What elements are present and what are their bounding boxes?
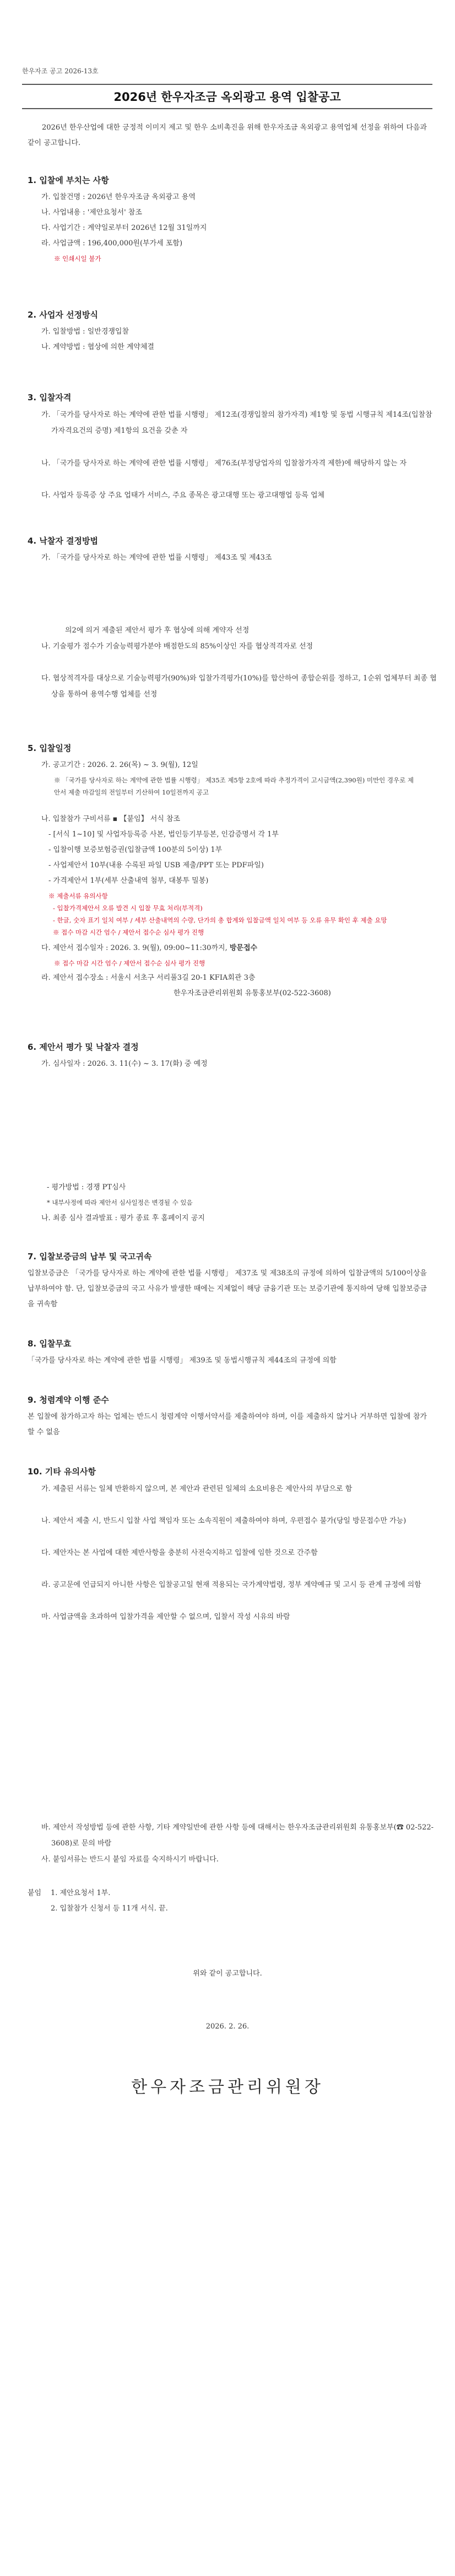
page-title: 2026년 한우자조금 옥외광고 용역 입찰공고 xyxy=(113,90,341,104)
s5-caution-2: - 한글, 숫자 표기 일치 여부 / 세부 산출내역의 수량, 단가의 총 합계와 입찰금액 일치 여부 등 오류 유무 확인 후 제출 요망 xyxy=(53,916,387,924)
s5-doc-1: - [서식 1~10] 및 사업자등록증 사본, 법인등기부등본, 인감증명서 각 1부 xyxy=(48,830,279,839)
s5-doc-2: - 입찰이행 보증보험증권(입찰금액 100분의 5이상) 1부 xyxy=(48,846,223,854)
s5-deadline-warning: ※ 접수 마감 시간 엄수 / 제안서 접수순 심사 평가 진행 xyxy=(54,959,205,967)
s5-item-b: 나. 입찰참가 구비서류 ▪ 【붙임】 서식 참조 xyxy=(41,815,181,823)
s5-c-strict: 방문접수 xyxy=(229,944,258,952)
s4-item-a-cont: 의2에 의거 제출된 제안서 평가 후 협상에 의해 계약자 선정 xyxy=(65,626,250,635)
section-6-heading: 6. 제안서 평가 및 낙찰자 결정 xyxy=(28,1042,139,1052)
attachments-label: 붙임 xyxy=(28,1889,42,1897)
s5-doc-4: - 가격제안서 1부(세부 산출내역 첨부, 대봉투 밀봉) xyxy=(48,877,209,885)
s10-item-f: 바. 제안서 작성방법 등에 관한 사항, 기타 계약일반에 관한 사항 등에 대해서는 한우자조금관리위원회 유통홍보부(☎ 02-522-3608)로 문의 바람 xyxy=(41,1823,434,1848)
closing-date: 2026. 2. 26. xyxy=(205,2022,250,2031)
s4-item-b: 나. 기술평가 점수가 기술능력평가분야 배점한도의 85%이상인 자를 협상적격자로 선정 xyxy=(41,642,313,651)
s10-item-b: 나. 제안서 제출 시, 반드시 입찰 사업 책임자 또는 소속직원이 제출하여야 하며, 우편접수 불가(당일 방문접수만 가능) xyxy=(41,1517,407,1525)
section-9-heading: 9. 청렴계약 이행 준수 xyxy=(28,1395,109,1405)
section-4-heading: 4. 낙찰자 결정방법 xyxy=(28,536,99,546)
s3-item-a: 가. 「국가를 당사자로 하는 계약에 관한 법률 시행령」 제12조(경쟁입찰의 참가자격) 제1항 및 동법 시행규칙 제14조(입찰참가자격요건의 증명) 제1항의 요건을 갖춘 자 xyxy=(41,411,432,435)
s8-body: 「국가를 당사자로 하는 계약에 관한 법률 시행령」 제39조 및 동법시행규칙 제44조의 규정에 의함 xyxy=(28,1356,337,1365)
s1-vat-note: ※ 인쇄시일 불가 xyxy=(54,255,101,262)
s10-item-d: 라. 공고문에 언급되지 아니한 사항은 입찰공고일 현재 적용되는 국가계약법령, 정부 계약예규 및 고시 등 관계 규정에 의함 xyxy=(41,1581,421,1589)
s7-body: 입찰보증금은 「국가를 당사자로 하는 계약에 관한 법률 시행령」 제37조 및 제38조의 규정에 의하여 입찰금액의 5/100이상을 납부하여야 함. 단, 입찰보증금의 국고 사유가 발생한 때에는 지체없이 해당 금융기관 또는 보증기관에 통지하여 당해 입찰보증금을 귀속함 xyxy=(28,1269,427,1308)
section-8-heading: 8. 입찰무효 xyxy=(28,1339,72,1349)
s5-doc-3: - 사업제안서 10부(내용 수록된 파일 USB 제출/PPT 또는 PDF파일) xyxy=(48,861,264,870)
s10-item-c: 다. 제안자는 본 사업에 대한 제반사항을 충분히 사전숙지하고 입찰에 임한 것으로 간주함 xyxy=(41,1549,318,1557)
attachment-2: 2. 입찰참가 신청서 등 11개 서식. 끝. xyxy=(51,1904,168,1913)
s5-caution-3: ※ 접수 마감 시간 엄수 / 제안서 접수순 심사 평가 진행 xyxy=(53,929,204,936)
s10-item-a: 가. 제출된 서류는 일체 반환하지 않으며, 본 제안과 관련된 일체의 소요비용은 제안사의 부담으로 함 xyxy=(41,1485,353,1493)
s4-item-a: 가. 「국가를 당사자로 하는 계약에 관한 법률 시행령」 제43조 및 제43조 xyxy=(41,554,272,562)
s3-item-c: 다. 사업자 등록증 상 주요 업태가 서비스, 주요 종목은 광고대행 또는 광고대행업 등록 업체 xyxy=(41,491,325,500)
s5-caution-heading: ※ 제출서류 유의사항 xyxy=(48,892,108,900)
section-5-heading: 5. 입찰일정 xyxy=(28,743,72,753)
title-top-rule xyxy=(22,84,432,85)
s5-item-a: 가. 공고기간 : 2026. 2. 26(목) ~ 3. 9(월), 12일 xyxy=(41,761,198,769)
section-2-heading: 2. 사업자 선정방식 xyxy=(28,310,99,320)
s5-item-d-cont: 한우자조금관리위원회 유통홍보부(02-522-3608) xyxy=(174,989,331,997)
s10-item-e: 마. 사업금액을 초과하여 입찰가격을 제안할 수 없으며, 입찰서 작성 시유의 바람 xyxy=(41,1613,290,1621)
notice-number: 한우자조 공고 2026-13호 xyxy=(22,67,99,75)
s6-item-b: 나. 최종 심사 결과발표 : 평가 종료 후 홈페이지 공지 xyxy=(41,1214,205,1222)
s2-item: 가. 입찰방법 : 일반경쟁입찰 xyxy=(41,328,129,336)
s5-item-c xyxy=(41,941,427,956)
section-10-heading: 10. 기타 유의사항 xyxy=(28,1467,96,1477)
closing-text: 위와 같이 공고합니다. xyxy=(193,1969,262,1978)
s2-item: 나. 계약방법 : 협상에 의한 계약체결 xyxy=(41,343,154,351)
intro-paragraph: 2026년 한우산업에 대한 긍정적 이미지 제고 및 한우 소비촉진을 위해 한우자조금 옥외광고 용역업체 선정을 위하여 다음과 같이 공고합니다. xyxy=(28,124,427,147)
section-3-heading: 3. 입찰자격 xyxy=(28,393,72,402)
s10-item-g: 사. 붙임서류는 반드시 붙임 자료를 숙지하시기 바랍니다. xyxy=(41,1855,219,1864)
section-1-heading: 1. 입찰에 부치는 사항 xyxy=(28,175,109,185)
s5-item-d: 라. 제안서 접수장소 : 서울시 서초구 서리풀3길 20-1 KFIA회관 3층 xyxy=(41,974,256,982)
s1-item: 다. 사업기간 : 계약일로부터 2026년 12월 31일까지 xyxy=(41,224,207,232)
s3-item-b: 나. 「국가를 당사자로 하는 계약에 관한 법률 시행령」 제76조(부정당업자의 입찰참가자격 제한)에 해당하지 않는 자 xyxy=(41,459,407,468)
title-bottom-rule xyxy=(22,108,432,109)
s5-c-text: 다. 제안서 접수일자 : 2026. 3. 9(월), 09:00~11:30까지, xyxy=(41,944,230,952)
s6-item-a: 가. 심사일자 : 2026. 3. 11(수) ~ 3. 17(화) 중 예정 xyxy=(41,1060,208,1068)
attachment-1: 1. 제안요청서 1부. xyxy=(51,1889,111,1897)
s6-method: - 평가방법 : 경쟁 PT심사 xyxy=(47,1183,126,1192)
s5-caution-1: - 입찰가격제안서 오류 발견 시 입찰 무효 처리(부적격) xyxy=(53,904,203,912)
s9-body: 본 입찰에 참가하고자 하는 업체는 반드시 청렴계약 이행서약서를 제출하여야 하며, 이를 제출하지 않거나 거부하면 입찰에 참가할 수 없음 xyxy=(28,1413,427,1436)
issuing-organization: 한우자조금관리위원장 xyxy=(131,2078,324,2097)
s6-method-note: * 내부사정에 따라 제안서 심사일정은 변경될 수 있음 xyxy=(47,1199,193,1206)
s4-item-c: 다. 협상적격자를 대상으로 기술능력평가(90%)와 입찰가격평가(10%)를 합산하여 종합순위를 정하고, 1순위 업체부터 최종 협상을 통하여 용역수행 업체를 선정 xyxy=(41,674,437,699)
s1-item: 나. 사업내용 : '제안요청서' 참조 xyxy=(41,208,142,217)
s5-a-note: ※ 「국가를 당사자로 하는 계약에 관한 법률 시행령」 제35조 제5항 2호에 따라 추정가격이 고시금액(2,390원) 미만인 경우로 제안서 제출 마감일의 전일부터 기산하여 10일전까지 공고 xyxy=(54,776,414,796)
s1-item: 가. 입찰건명 : 2026년 한우자조금 옥외광고 용역 xyxy=(41,193,196,201)
s1-item: 라. 사업금액 : 196,400,000원(부가세 포함) xyxy=(41,239,183,248)
section-7-heading: 7. 입찰보증금의 납부 및 국고귀속 xyxy=(28,1252,152,1262)
